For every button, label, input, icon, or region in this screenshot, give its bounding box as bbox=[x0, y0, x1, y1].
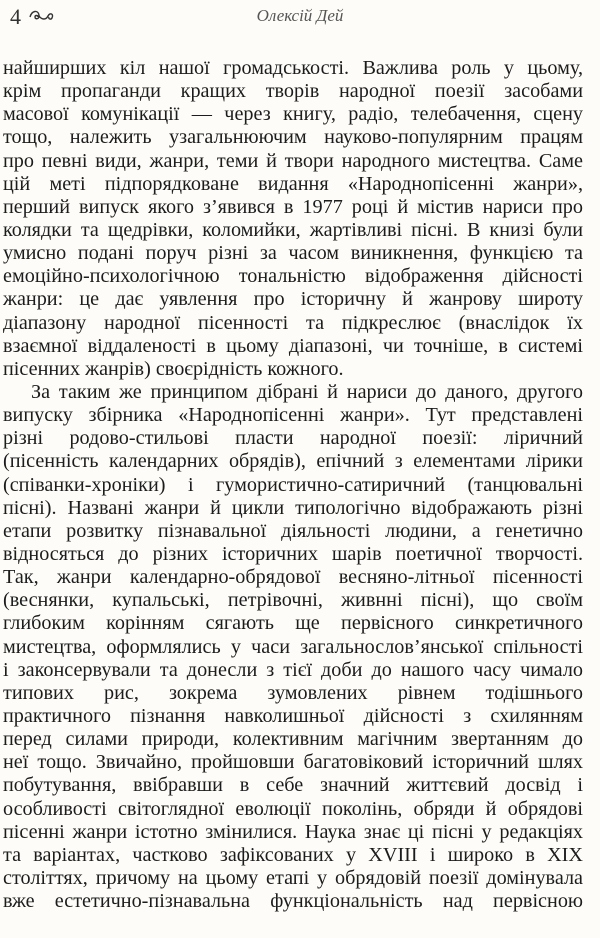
text-line: (пісенність календарних обрядів), епічний з елементами лірики bbox=[3, 450, 583, 473]
text-line: діапазону народної пісенності та підкреслює (внаслідок їх bbox=[3, 311, 583, 334]
text-line: та варіантах, частково зафіксованих у XVIII і широко в XIX bbox=[3, 843, 583, 866]
text-line: Так, жанри календарно-обрядової весняно-літньої пісенності bbox=[3, 566, 583, 589]
text-line: емоційно-психологічною тональністю відображення дійсності bbox=[3, 265, 583, 288]
text-line: століттях, причому на цьому етапі у обрядовій поезії домінувала bbox=[3, 866, 583, 889]
text-line: і законсервували та донесли з тієї доби до нашого часу чимало bbox=[3, 658, 583, 681]
text-line: побутування, ввібравши в себе значний життєвий досвід і bbox=[3, 774, 583, 797]
text-line: перший випуск якого з’явився в 1977 році й містив нариси про bbox=[3, 195, 583, 218]
text-line: різні родово-стильові пласти народної поезії: ліричний bbox=[3, 427, 583, 450]
text-line: мистецтва, оформлялись у часи загальнослов’янської спільності bbox=[3, 635, 583, 658]
text-line: практичного пізнання навколишньої дійсності з схилянням bbox=[3, 704, 583, 727]
text-line: взаємної віддаленості в цьому діапазоні, чи точніше, в системі bbox=[3, 334, 583, 357]
page-number: 4 bbox=[10, 4, 21, 29]
text-line: типових рис, зокрема зумовлених рівнем тодішнього bbox=[3, 681, 583, 704]
text-line: етапи розвитку пізнавальної діяльності людини, а генетично bbox=[3, 519, 583, 542]
text-line: крім пропаганди кращих творів народної поезії засобами bbox=[3, 80, 583, 103]
text-line: перед силами природи, колективним магічним звертанням до bbox=[3, 728, 583, 751]
text-line: жанри: це дає уявлення про історичну й жанрову широту bbox=[3, 288, 583, 311]
running-title: Олексій Дей bbox=[256, 6, 344, 25]
text-line: За таким же принципом дібрані й нариси до даного, другого bbox=[31, 380, 583, 403]
text-line: цій меті підпорядковане видання «Народнопісенні жанри», bbox=[3, 172, 583, 195]
text-line: найширших кіл нашої громадськості. Важлива роль у цьому, bbox=[3, 57, 583, 79]
text-line: відносяться до різних історичних шарів поетичної творчості. bbox=[3, 542, 583, 565]
body-text bbox=[3, 57, 583, 913]
text-line: пісенні жанри істотно змінилися. Наука знає ці пісні у редакціях bbox=[3, 820, 583, 843]
paragraph bbox=[3, 57, 583, 381]
text-line: випуску збірника «Народнопісенні жанри». Тут представлені bbox=[3, 404, 583, 427]
text-line: умисно подані поруч різні за часом виникнення, функцією та bbox=[3, 242, 583, 265]
text-line: пісенних жанрів) своєрідність кожного. bbox=[3, 357, 344, 380]
text-line: особливості світоглядної еволюції поколінь, обряди й обрядові bbox=[3, 797, 583, 820]
text-line: неї тощо. Звичайно, пройшовши багатовіковий історичний шлях bbox=[3, 751, 583, 774]
text-line: вже естетично-пізнавальна функціональність над первісною bbox=[3, 890, 583, 913]
page-header bbox=[0, 4, 600, 32]
text-line: колядки та щедрівки, коломийки, жартівливі пісні. В книзі були bbox=[3, 218, 583, 241]
text-line: масової комунікації — через книгу, радіо, телебачення, сцену bbox=[3, 103, 583, 126]
text-line: (співанки-хроніки) і гумористично-сатиричний (танцювальні bbox=[3, 473, 583, 496]
text-line: пісні). Названі жанри й цикли типологічно відображають різні bbox=[3, 496, 583, 519]
text-line: про певні види, жанри, теми й твори народного мистецтва. Саме bbox=[3, 149, 583, 172]
text-line: (веснянки, купальські, петрівочні, живнні пісні), що своїм bbox=[3, 589, 583, 612]
paragraph bbox=[3, 381, 583, 913]
text-line: тощо, належить узагальнюючим науково-популярним працям bbox=[3, 126, 583, 149]
text-line: глибоким корінням сягають ще первісного синкретичного bbox=[3, 612, 583, 635]
